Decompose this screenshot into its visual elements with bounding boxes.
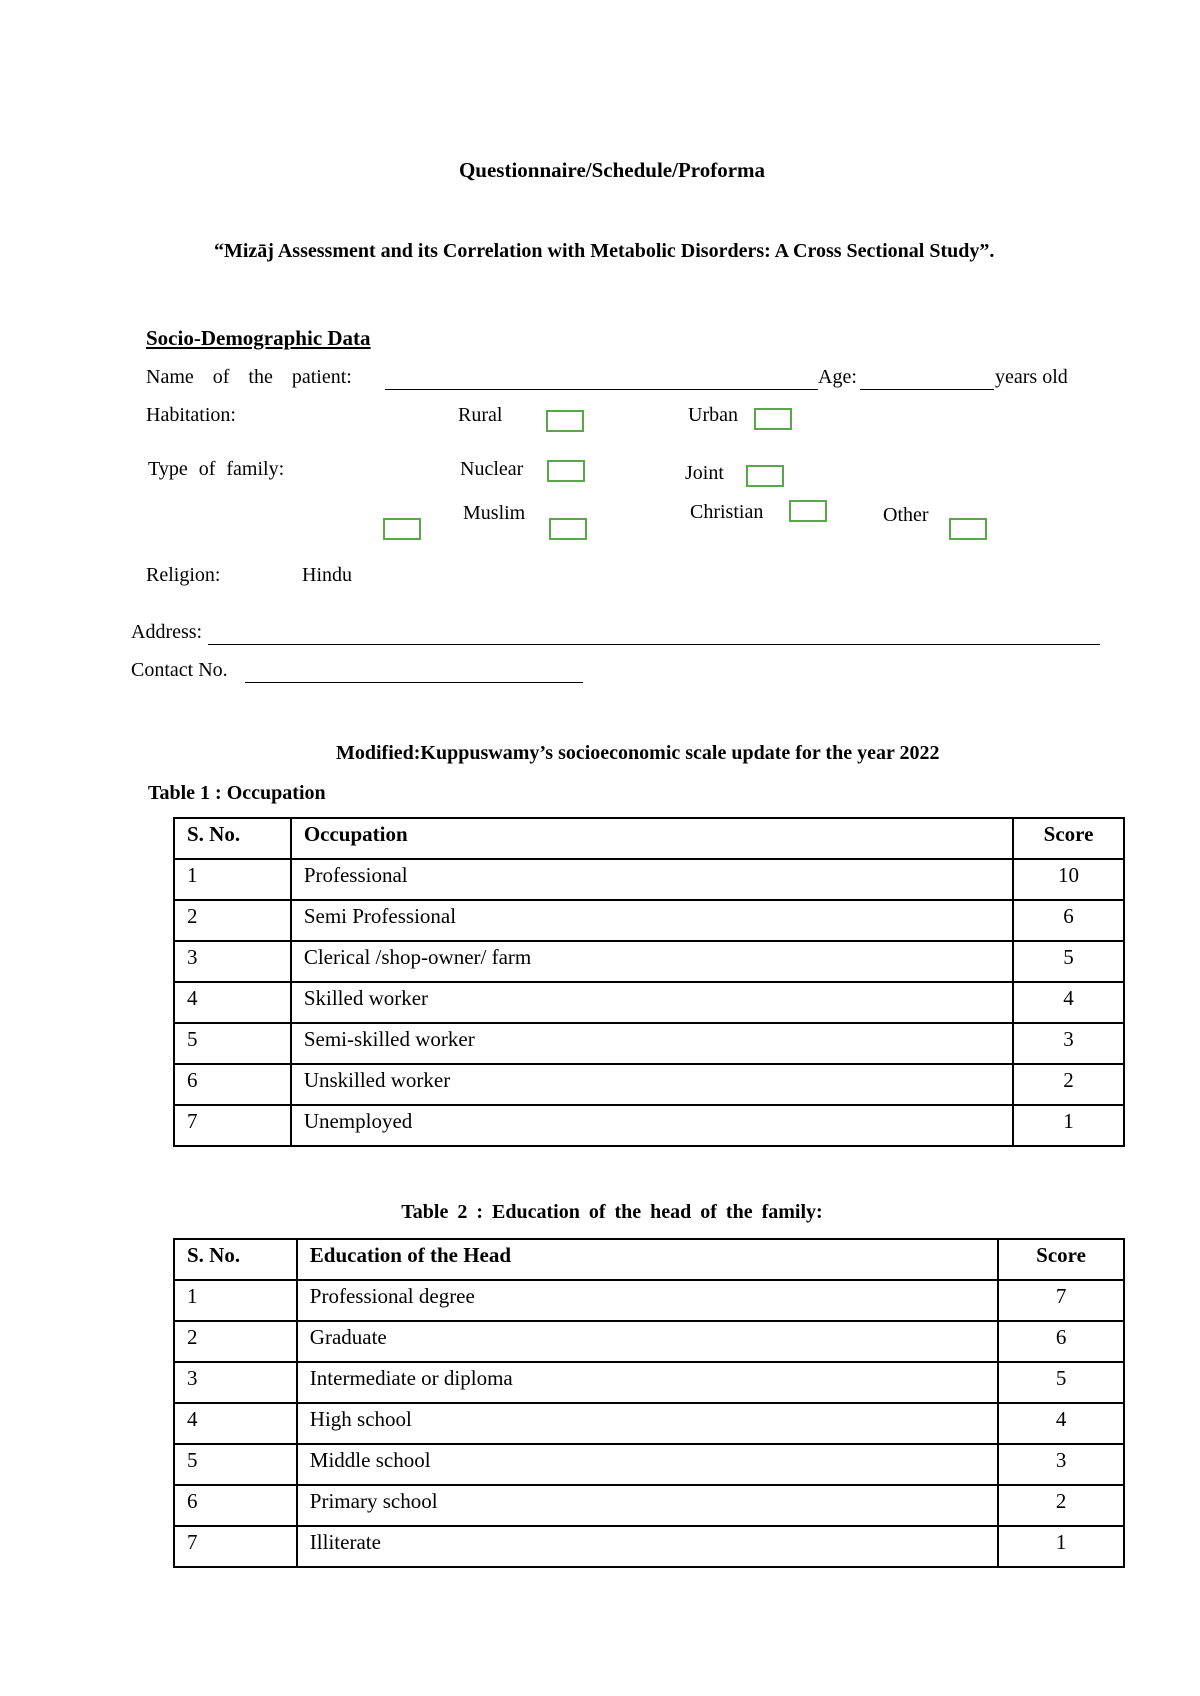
occupation-table: [173, 817, 1125, 1147]
cell-education: Primary school: [297, 1485, 998, 1526]
cell-score: 2: [998, 1485, 1124, 1526]
header-score: Score: [1013, 818, 1124, 859]
age-suffix: years old: [995, 366, 1068, 388]
religion-option-hindu: Hindu: [302, 564, 352, 586]
name-input-line[interactable]: [385, 389, 818, 390]
section-heading: Socio-Demographic Data: [146, 326, 371, 350]
scale-heading: Modified:Kuppuswamy’s socioeconomic scale update for the year 2022: [336, 742, 940, 764]
cell-education: High school: [297, 1403, 998, 1444]
cell-occupation: Semi Professional: [291, 900, 1013, 941]
cell-score: 10: [1013, 859, 1124, 900]
cell-sno: 3: [174, 941, 291, 982]
cell-score: 3: [1013, 1023, 1124, 1064]
cell-score: 5: [1013, 941, 1124, 982]
religion-label: Religion:: [146, 564, 221, 586]
header-education: Education of the Head: [297, 1239, 998, 1280]
hindu-checkbox[interactable]: [383, 518, 421, 540]
family-option-joint: Joint: [685, 462, 724, 484]
cell-education: Professional degree: [297, 1280, 998, 1321]
cell-sno: 5: [174, 1023, 291, 1064]
table-row: [174, 1105, 1124, 1146]
religion-option-christian: Christian: [690, 501, 764, 523]
header-score: Score: [998, 1239, 1124, 1280]
cell-education: Graduate: [297, 1321, 998, 1362]
habitation-label: Habitation:: [146, 404, 236, 426]
cell-sno: 6: [174, 1485, 297, 1526]
address-input-line[interactable]: [208, 644, 1100, 645]
cell-sno: 7: [174, 1526, 297, 1567]
cell-occupation: Clerical /shop-owner/ farm: [291, 941, 1013, 982]
cell-score: 5: [998, 1362, 1124, 1403]
table-row: [174, 1023, 1124, 1064]
cell-occupation: Unemployed: [291, 1105, 1013, 1146]
rural-checkbox[interactable]: [546, 410, 584, 432]
table-header-row: [174, 818, 1124, 859]
cell-sno: 5: [174, 1444, 297, 1485]
religion-option-muslim: Muslim: [463, 502, 526, 524]
cell-sno: 2: [174, 1321, 297, 1362]
table-row: [174, 1485, 1124, 1526]
contact-label: Contact No.: [131, 659, 228, 681]
study-title: “Mizāj Assessment and its Correlation with Metabolic Disorders: A Cross Sectional Study”.: [214, 240, 995, 262]
age-input-line[interactable]: [860, 389, 994, 390]
family-option-nuclear: Nuclear: [460, 458, 524, 480]
table-row: [174, 1064, 1124, 1105]
age-label: Age:: [818, 366, 857, 388]
education-table: [173, 1238, 1125, 1568]
table-row: [174, 941, 1124, 982]
cell-occupation: Semi-skilled worker: [291, 1023, 1013, 1064]
table-row: [174, 1362, 1124, 1403]
cell-score: 2: [1013, 1064, 1124, 1105]
table-row: [174, 1444, 1124, 1485]
header-sno: S. No.: [174, 818, 291, 859]
contact-input-line[interactable]: [245, 682, 583, 683]
joint-checkbox[interactable]: [746, 465, 784, 487]
cell-score: 1: [998, 1526, 1124, 1567]
family-label: Type of family:: [148, 458, 285, 480]
cell-sno: 4: [174, 1403, 297, 1444]
address-label: Address:: [131, 621, 203, 643]
table-row: [174, 1526, 1124, 1567]
cell-score: 1: [1013, 1105, 1124, 1146]
cell-sno: 2: [174, 900, 291, 941]
table1-caption: Table 1 : Occupation: [148, 782, 326, 804]
cell-score: 7: [998, 1280, 1124, 1321]
cell-score: 3: [998, 1444, 1124, 1485]
other-checkbox[interactable]: [949, 518, 987, 540]
muslim-checkbox[interactable]: [549, 518, 587, 540]
table-row: [174, 982, 1124, 1023]
cell-sno: 7: [174, 1105, 291, 1146]
table-row: [174, 1403, 1124, 1444]
table-row: [174, 859, 1124, 900]
table-row: [174, 1321, 1124, 1362]
cell-score: 4: [1013, 982, 1124, 1023]
habitation-option-rural: Rural: [458, 404, 503, 426]
habitation-option-urban: Urban: [688, 404, 738, 426]
document-title: Questionnaire/Schedule/Proforma: [458, 158, 766, 182]
cell-occupation: Professional: [291, 859, 1013, 900]
cell-sno: 3: [174, 1362, 297, 1403]
cell-occupation: Skilled worker: [291, 982, 1013, 1023]
nuclear-checkbox[interactable]: [547, 460, 585, 482]
cell-sno: 1: [174, 859, 291, 900]
cell-score: 6: [1013, 900, 1124, 941]
table-header-row: [174, 1239, 1124, 1280]
header-occupation: Occupation: [291, 818, 1013, 859]
name-label: Name of the patient:: [146, 366, 352, 388]
cell-sno: 1: [174, 1280, 297, 1321]
christian-checkbox[interactable]: [789, 500, 827, 522]
religion-option-other: Other: [883, 504, 929, 526]
cell-sno: 4: [174, 982, 291, 1023]
cell-score: 4: [998, 1403, 1124, 1444]
table2-caption: Table 2 : Education of the head of the family:: [401, 1201, 823, 1223]
cell-education: Illiterate: [297, 1526, 998, 1567]
cell-score: 6: [998, 1321, 1124, 1362]
table-row: [174, 1280, 1124, 1321]
cell-education: Middle school: [297, 1444, 998, 1485]
header-sno: S. No.: [174, 1239, 297, 1280]
urban-checkbox[interactable]: [754, 408, 792, 430]
cell-education: Intermediate or diploma: [297, 1362, 998, 1403]
cell-sno: 6: [174, 1064, 291, 1105]
table-row: [174, 900, 1124, 941]
cell-occupation: Unskilled worker: [291, 1064, 1013, 1105]
